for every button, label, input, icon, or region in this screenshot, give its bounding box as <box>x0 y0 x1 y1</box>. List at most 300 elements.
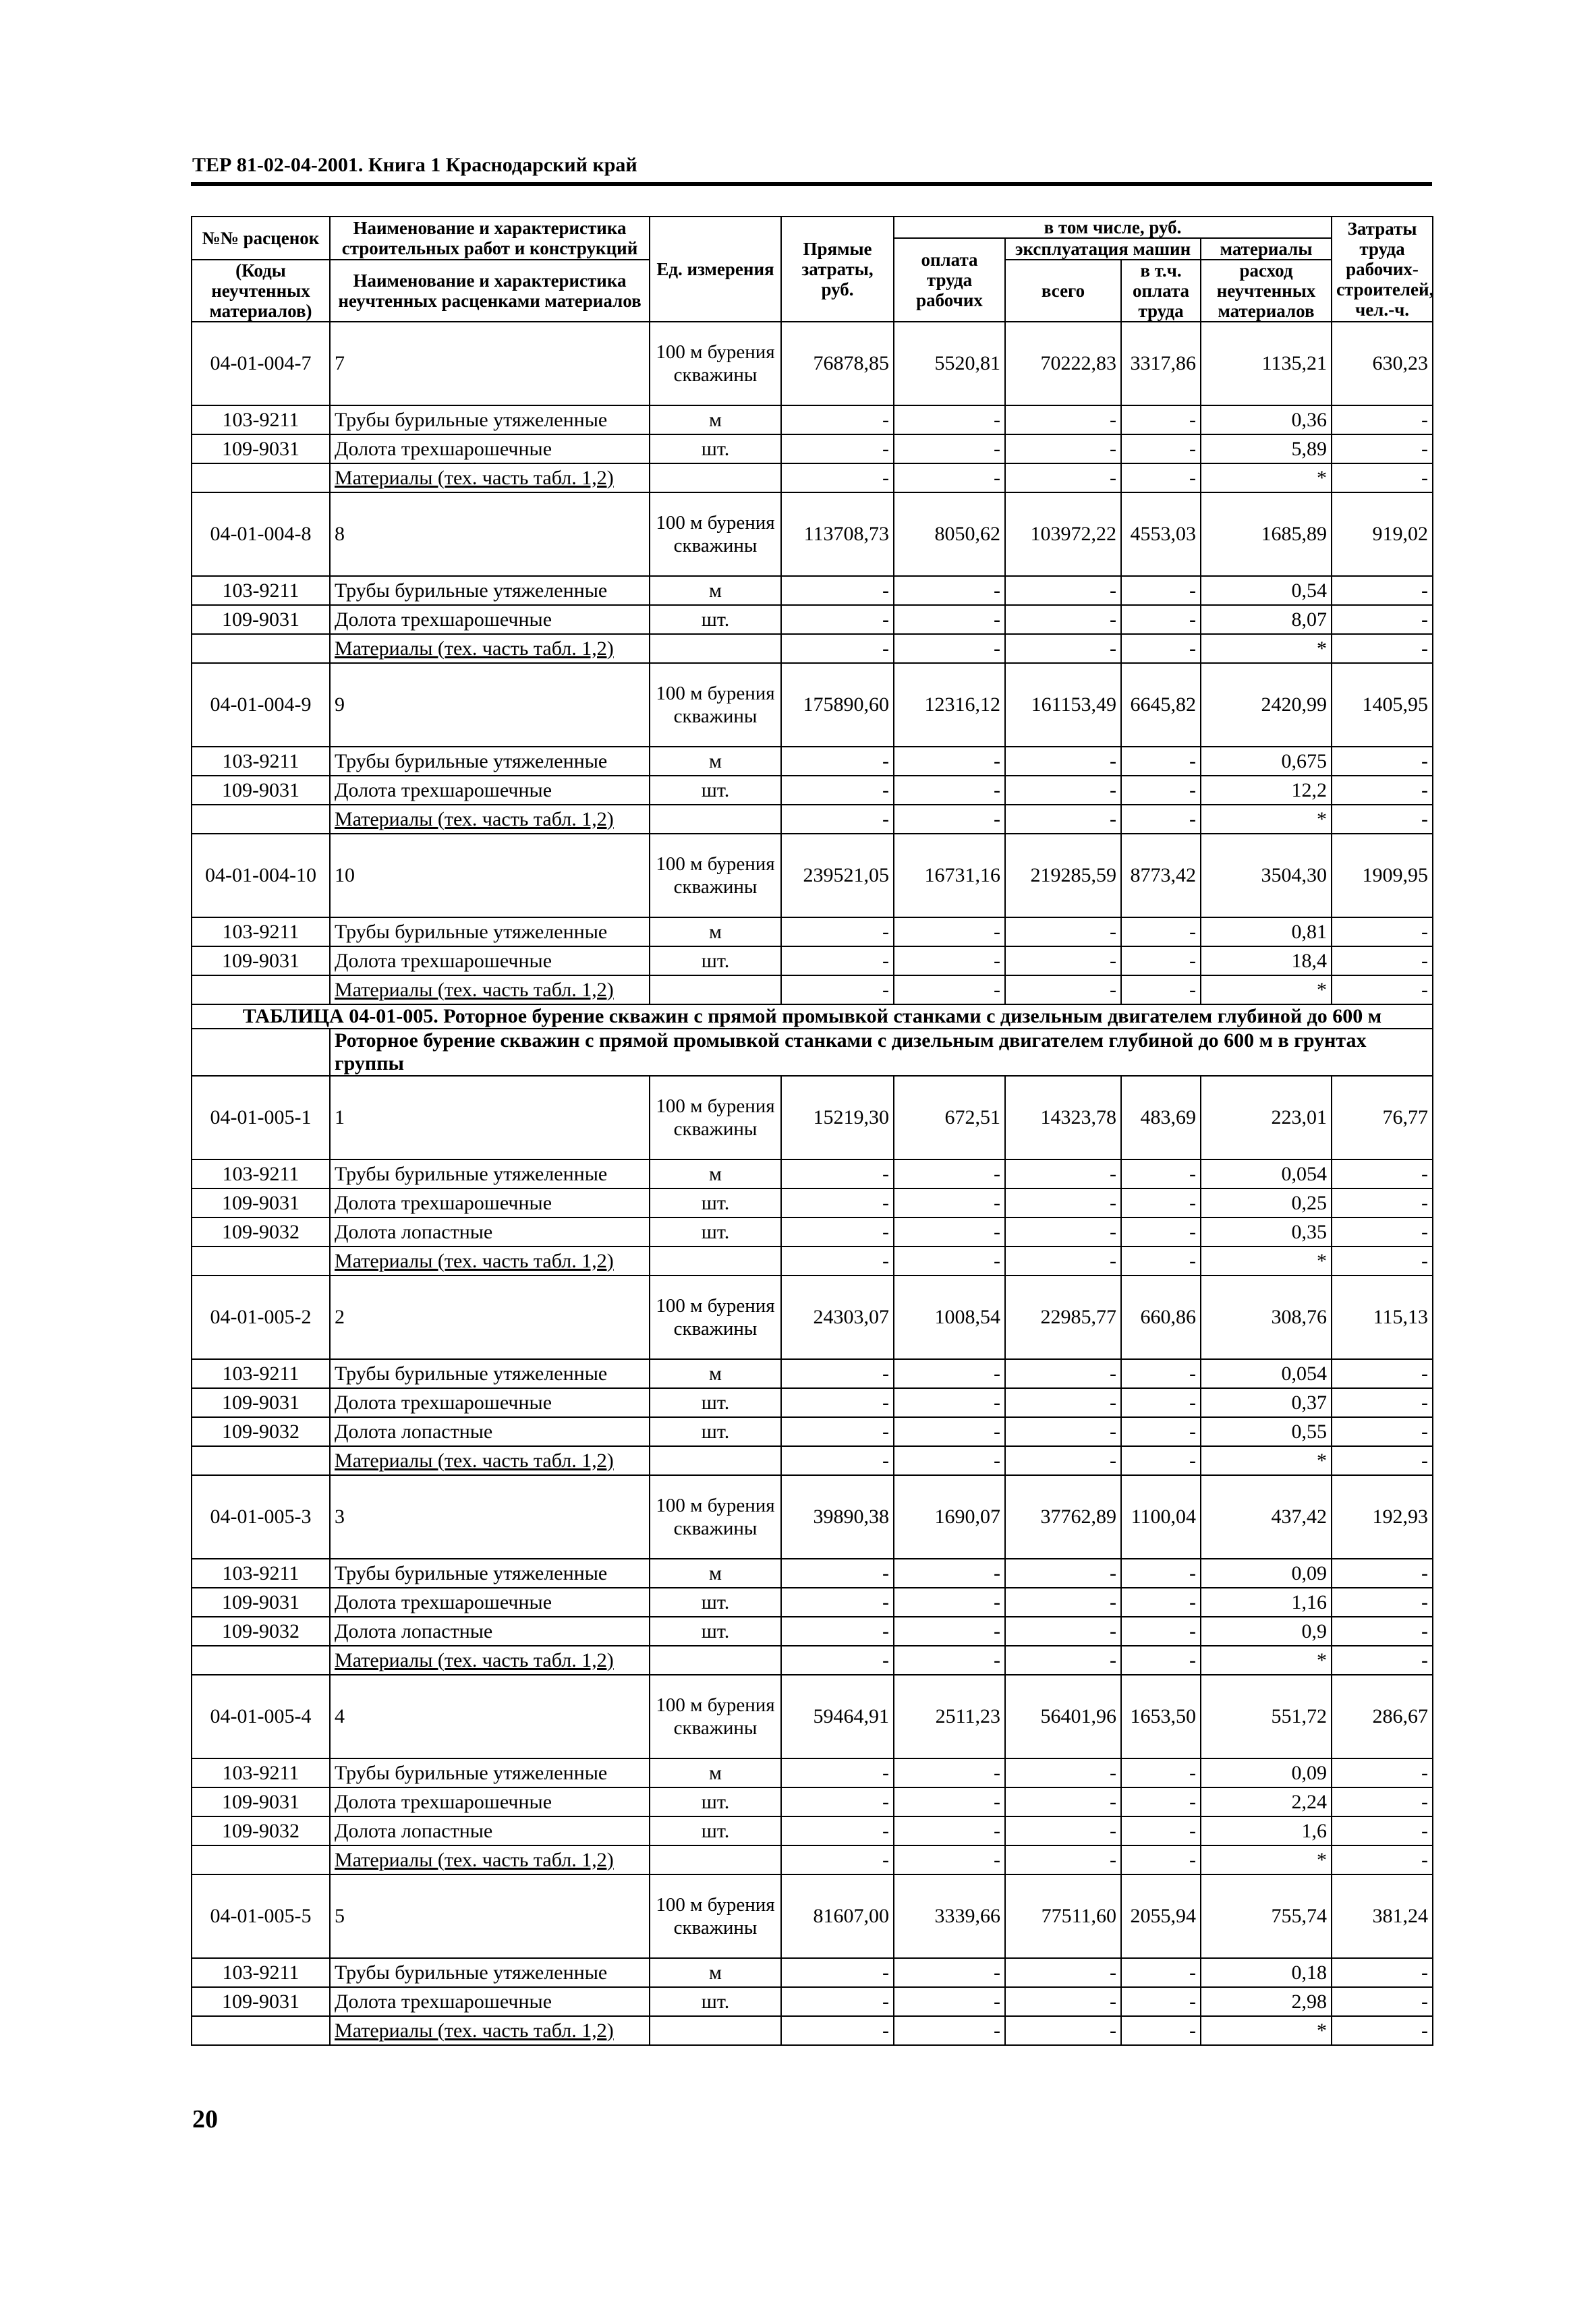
material-machines: - <box>1005 405 1121 434</box>
material-quantity: * <box>1201 975 1332 1004</box>
material-quantity: 2,98 <box>1201 1987 1332 2016</box>
material-row <box>192 1588 1433 1617</box>
material-row <box>192 434 1433 463</box>
material-machines-wages: - <box>1121 1217 1201 1247</box>
material-unit <box>650 1247 781 1276</box>
material-labor: - <box>1332 917 1433 946</box>
material-machines-wages: - <box>1121 434 1201 463</box>
material-wages: - <box>894 605 1005 634</box>
material-unit: шт. <box>650 1388 781 1417</box>
rate-unit: 100 м бурения скважины <box>650 1874 781 1958</box>
material-quantity: 5,89 <box>1201 434 1332 463</box>
rate-wages: 16731,16 <box>894 834 1005 917</box>
material-machines-wages: - <box>1121 946 1201 975</box>
material-unit: шт. <box>650 1617 781 1646</box>
material-direct: - <box>781 946 894 975</box>
table-row <box>192 1475 1433 1559</box>
rate-unit: 100 м бурения скважины <box>650 834 781 917</box>
material-row <box>192 1217 1433 1247</box>
material-quantity: 0,54 <box>1201 576 1332 605</box>
material-direct: - <box>781 1188 894 1217</box>
table-row <box>192 492 1433 576</box>
material-quantity: * <box>1201 1247 1332 1276</box>
material-machines: - <box>1005 1816 1121 1845</box>
material-quantity: 2,24 <box>1201 1787 1332 1816</box>
material-direct: - <box>781 2016 894 2045</box>
material-code: 109-9031 <box>192 1987 330 2016</box>
material-quantity: * <box>1201 1646 1332 1675</box>
material-row <box>192 747 1433 776</box>
rate-code: 04-01-005-1 <box>192 1076 330 1159</box>
material-wages: - <box>894 1388 1005 1417</box>
rate-labor: 919,02 <box>1332 492 1433 576</box>
rate-machines-wages: 4553,03 <box>1121 492 1201 576</box>
rate-labor: 286,67 <box>1332 1675 1433 1758</box>
rate-machines: 77511,60 <box>1005 1874 1121 1958</box>
material-direct: - <box>781 1388 894 1417</box>
table-row <box>192 1076 1433 1159</box>
material-machines-wages: - <box>1121 805 1201 834</box>
material-name: Трубы бурильные утяжеленные <box>330 1159 650 1188</box>
material-machines: - <box>1005 805 1121 834</box>
material-name: Материалы (тех. часть табл. 1,2) <box>330 2016 650 2045</box>
material-quantity: 0,25 <box>1201 1188 1332 1217</box>
material-machines: - <box>1005 1646 1121 1675</box>
material-labor: - <box>1332 1617 1433 1646</box>
material-machines-wages: - <box>1121 1159 1201 1188</box>
material-labor: - <box>1332 434 1433 463</box>
material-quantity: * <box>1201 2016 1332 2045</box>
material-row <box>192 805 1433 834</box>
material-machines: - <box>1005 1388 1121 1417</box>
col-materials-unaccounted: расход неучтенных материалов <box>1201 260 1332 322</box>
material-machines: - <box>1005 917 1121 946</box>
material-machines-wages: - <box>1121 1958 1201 1987</box>
material-row <box>192 2016 1433 2045</box>
material-quantity: * <box>1201 463 1332 492</box>
page-number: 20 <box>192 2105 218 2133</box>
material-machines: - <box>1005 776 1121 805</box>
rate-wages: 3339,66 <box>894 1874 1005 1958</box>
material-wages: - <box>894 776 1005 805</box>
material-unit: шт. <box>650 1816 781 1845</box>
material-direct: - <box>781 805 894 834</box>
material-direct: - <box>781 405 894 434</box>
material-direct: - <box>781 1646 894 1675</box>
material-code: 109-9032 <box>192 1617 330 1646</box>
material-wages: - <box>894 1787 1005 1816</box>
material-name: Материалы (тех. часть табл. 1,2) <box>330 463 650 492</box>
material-labor: - <box>1332 1388 1433 1417</box>
rate-machines-wages: 1100,04 <box>1121 1475 1201 1559</box>
rate-labor: 1405,95 <box>1332 663 1433 747</box>
material-machines-wages: - <box>1121 634 1201 663</box>
material-wages: - <box>894 1217 1005 1247</box>
material-quantity: 18,4 <box>1201 946 1332 975</box>
page-header: ТЕР 81-02-04-2001. Книга 1 Краснодарский край <box>192 154 637 176</box>
rate-name: 8 <box>330 492 650 576</box>
material-name: Трубы бурильные утяжеленные <box>330 405 650 434</box>
rate-labor: 1909,95 <box>1332 834 1433 917</box>
material-machines: - <box>1005 1188 1121 1217</box>
material-unit <box>650 1845 781 1874</box>
material-unit: м <box>650 1559 781 1588</box>
material-wages: - <box>894 1617 1005 1646</box>
material-machines-wages: - <box>1121 975 1201 1004</box>
table-row <box>192 1874 1433 1958</box>
material-code: 103-9211 <box>192 917 330 946</box>
material-wages: - <box>894 434 1005 463</box>
material-unit: шт. <box>650 946 781 975</box>
material-name: Трубы бурильные утяжеленные <box>330 1958 650 1987</box>
material-machines: - <box>1005 1845 1121 1874</box>
material-unit: шт. <box>650 1987 781 2016</box>
material-machines-wages: - <box>1121 1188 1201 1217</box>
rate-direct: 81607,00 <box>781 1874 894 1958</box>
material-name: Долота трехшарошечные <box>330 1188 650 1217</box>
material-unit: шт. <box>650 434 781 463</box>
material-code: 109-9031 <box>192 946 330 975</box>
material-machines: - <box>1005 1247 1121 1276</box>
material-direct: - <box>781 1359 894 1388</box>
rate-unit: 100 м бурения скважины <box>650 663 781 747</box>
material-quantity: 0,054 <box>1201 1359 1332 1388</box>
material-machines: - <box>1005 1159 1121 1188</box>
rate-direct: 239521,05 <box>781 834 894 917</box>
material-labor: - <box>1332 1559 1433 1588</box>
material-quantity: 0,054 <box>1201 1159 1332 1188</box>
material-code: 103-9211 <box>192 1758 330 1787</box>
material-wages: - <box>894 1845 1005 1874</box>
material-name: Материалы (тех. часть табл. 1,2) <box>330 975 650 1004</box>
rate-wages: 2511,23 <box>894 1675 1005 1758</box>
material-row <box>192 1388 1433 1417</box>
material-row <box>192 776 1433 805</box>
rate-machines: 22985,77 <box>1005 1276 1121 1359</box>
material-machines-wages: - <box>1121 1816 1201 1845</box>
material-code: 103-9211 <box>192 1958 330 1987</box>
material-name: Трубы бурильные утяжеленные <box>330 747 650 776</box>
col-materials: материалы <box>1201 238 1332 260</box>
material-machines: - <box>1005 1446 1121 1475</box>
material-code: 109-9031 <box>192 1388 330 1417</box>
material-unit: м <box>650 1958 781 1987</box>
material-name: Материалы (тех. часть табл. 1,2) <box>330 1446 650 1475</box>
rate-wages: 5520,81 <box>894 322 1005 405</box>
material-machines-wages: - <box>1121 1588 1201 1617</box>
table-header <box>192 217 1433 322</box>
rate-unit: 100 м бурения скважины <box>650 1276 781 1359</box>
material-row <box>192 1617 1433 1646</box>
material-labor: - <box>1332 634 1433 663</box>
material-machines-wages: - <box>1121 1388 1201 1417</box>
material-machines: - <box>1005 1987 1121 2016</box>
material-row <box>192 1247 1433 1276</box>
material-machines-wages: - <box>1121 576 1201 605</box>
material-machines: - <box>1005 1217 1121 1247</box>
material-unit: м <box>650 405 781 434</box>
material-code: 109-9032 <box>192 1217 330 1247</box>
rate-name: 7 <box>330 322 650 405</box>
material-unit: шт. <box>650 1217 781 1247</box>
material-labor: - <box>1332 805 1433 834</box>
material-code <box>192 2016 330 2045</box>
material-labor: - <box>1332 946 1433 975</box>
material-direct: - <box>781 434 894 463</box>
material-name: Долота трехшарошечные <box>330 776 650 805</box>
material-name: Долота лопастные <box>330 1816 650 1845</box>
col-name-top: Наименование и характеристика строительных работ и конструкций <box>330 217 650 260</box>
material-name: Долота лопастные <box>330 1217 650 1247</box>
material-labor: - <box>1332 1417 1433 1446</box>
rate-machines: 103972,22 <box>1005 492 1121 576</box>
material-machines-wages: - <box>1121 1787 1201 1816</box>
rate-code: 04-01-004-8 <box>192 492 330 576</box>
material-unit <box>650 634 781 663</box>
material-name: Долота лопастные <box>330 1617 650 1646</box>
material-direct: - <box>781 576 894 605</box>
rate-name: 5 <box>330 1874 650 1958</box>
material-wages: - <box>894 1446 1005 1475</box>
material-labor: - <box>1332 1646 1433 1675</box>
material-code <box>192 1646 330 1675</box>
material-machines: - <box>1005 1559 1121 1588</box>
material-name: Долота трехшарошечные <box>330 1588 650 1617</box>
material-machines: - <box>1005 1958 1121 1987</box>
material-labor: - <box>1332 1159 1433 1188</box>
material-unit <box>650 463 781 492</box>
rate-machines-wages: 6645,82 <box>1121 663 1201 747</box>
material-wages: - <box>894 1646 1005 1675</box>
table-row <box>192 1675 1433 1758</box>
rate-machines-wages: 1653,50 <box>1121 1675 1201 1758</box>
material-labor: - <box>1332 1247 1433 1276</box>
group-title-code-empty <box>192 1029 330 1076</box>
material-wages: - <box>894 405 1005 434</box>
material-code: 103-9211 <box>192 1559 330 1588</box>
material-code: 103-9211 <box>192 576 330 605</box>
header-rule <box>191 182 1432 186</box>
material-machines-wages: - <box>1121 1758 1201 1787</box>
rate-name: 4 <box>330 1675 650 1758</box>
rate-machines: 37762,89 <box>1005 1475 1121 1559</box>
rate-machines: 219285,59 <box>1005 834 1121 917</box>
material-machines-wages: - <box>1121 1987 1201 2016</box>
material-code: 109-9031 <box>192 1787 330 1816</box>
rate-name: 9 <box>330 663 650 747</box>
material-wages: - <box>894 1559 1005 1588</box>
material-row <box>192 1845 1433 1874</box>
material-machines: - <box>1005 747 1121 776</box>
material-code: 103-9211 <box>192 747 330 776</box>
material-quantity: 12,2 <box>1201 776 1332 805</box>
material-direct: - <box>781 1559 894 1588</box>
material-labor: - <box>1332 1217 1433 1247</box>
rate-code: 04-01-004-7 <box>192 322 330 405</box>
material-machines: - <box>1005 634 1121 663</box>
material-code: 109-9031 <box>192 776 330 805</box>
material-quantity: 0,675 <box>1201 747 1332 776</box>
material-labor: - <box>1332 405 1433 434</box>
material-labor: - <box>1332 747 1433 776</box>
material-row <box>192 917 1433 946</box>
rate-name: 3 <box>330 1475 650 1559</box>
material-quantity: * <box>1201 634 1332 663</box>
material-direct: - <box>781 747 894 776</box>
rate-code: 04-01-004-9 <box>192 663 330 747</box>
table-row <box>192 322 1433 405</box>
material-direct: - <box>781 1446 894 1475</box>
rate-machines: 161153,49 <box>1005 663 1121 747</box>
material-row <box>192 405 1433 434</box>
rate-direct: 76878,85 <box>781 322 894 405</box>
table-title: ТАБЛИЦА 04-01-005. Роторное бурение скважин с прямой промывкой станками с дизельным двигателем глубиной до 600 м <box>192 1004 1433 1029</box>
material-direct: - <box>781 1217 894 1247</box>
material-machines: - <box>1005 2016 1121 2045</box>
material-wages: - <box>894 576 1005 605</box>
rate-labor: 115,13 <box>1332 1276 1433 1359</box>
rate-unit: 100 м бурения скважины <box>650 1076 781 1159</box>
rate-name: 1 <box>330 1076 650 1159</box>
rate-code: 04-01-005-4 <box>192 1675 330 1758</box>
material-name: Долота трехшарошечные <box>330 1388 650 1417</box>
material-labor: - <box>1332 1359 1433 1388</box>
material-wages: - <box>894 1359 1005 1388</box>
material-wages: - <box>894 1188 1005 1217</box>
material-machines-wages: - <box>1121 917 1201 946</box>
material-unit: м <box>650 1359 781 1388</box>
material-machines: - <box>1005 1588 1121 1617</box>
table-body-005 <box>192 1076 1433 2045</box>
material-machines-wages: - <box>1121 747 1201 776</box>
rate-unit: 100 м бурения скважины <box>650 1675 781 1758</box>
rate-machines-wages: 3317,86 <box>1121 322 1201 405</box>
material-direct: - <box>781 1247 894 1276</box>
material-machines: - <box>1005 1787 1121 1816</box>
material-name: Долота трехшарошечные <box>330 1787 650 1816</box>
material-name: Трубы бурильные утяжеленные <box>330 1359 650 1388</box>
material-name: Долота трехшарошечные <box>330 434 650 463</box>
material-labor: - <box>1332 1446 1433 1475</box>
material-code <box>192 975 330 1004</box>
material-unit: м <box>650 747 781 776</box>
material-wages: - <box>894 2016 1005 2045</box>
material-quantity: 1,6 <box>1201 1816 1332 1845</box>
rate-wages: 8050,62 <box>894 492 1005 576</box>
material-name: Долота трехшарошечные <box>330 1987 650 2016</box>
material-code <box>192 463 330 492</box>
material-labor: - <box>1332 975 1433 1004</box>
material-wages: - <box>894 1247 1005 1276</box>
material-unit: шт. <box>650 1417 781 1446</box>
material-direct: - <box>781 1787 894 1816</box>
material-code <box>192 1446 330 1475</box>
material-machines-wages: - <box>1121 463 1201 492</box>
material-row <box>192 1446 1433 1475</box>
rates-table <box>191 216 1433 2046</box>
rate-wages: 672,51 <box>894 1076 1005 1159</box>
material-machines: - <box>1005 946 1121 975</box>
material-wages: - <box>894 1958 1005 1987</box>
material-direct: - <box>781 1816 894 1845</box>
material-wages: - <box>894 1588 1005 1617</box>
rate-direct: 15219,30 <box>781 1076 894 1159</box>
material-machines: - <box>1005 1758 1121 1787</box>
material-machines: - <box>1005 1359 1121 1388</box>
col-unit: Ед. измерения <box>650 217 781 322</box>
material-row <box>192 1987 1433 2016</box>
material-machines-wages: - <box>1121 1359 1201 1388</box>
material-row <box>192 1188 1433 1217</box>
rate-machines: 56401,96 <box>1005 1675 1121 1758</box>
rate-materials: 2420,99 <box>1201 663 1332 747</box>
material-direct: - <box>781 1417 894 1446</box>
table-body-004 <box>192 322 1433 1004</box>
material-code: 109-9032 <box>192 1417 330 1446</box>
rate-name: 10 <box>330 834 650 917</box>
rate-labor: 630,23 <box>1332 322 1433 405</box>
material-code <box>192 634 330 663</box>
material-unit: шт. <box>650 605 781 634</box>
material-direct: - <box>781 917 894 946</box>
rate-materials: 755,74 <box>1201 1874 1332 1958</box>
material-quantity: 8,07 <box>1201 605 1332 634</box>
material-wages: - <box>894 463 1005 492</box>
material-name: Трубы бурильные утяжеленные <box>330 576 650 605</box>
material-code <box>192 1247 330 1276</box>
rate-machines: 14323,78 <box>1005 1076 1121 1159</box>
material-direct: - <box>781 1958 894 1987</box>
material-labor: - <box>1332 1758 1433 1787</box>
rate-direct: 59464,91 <box>781 1675 894 1758</box>
material-wages: - <box>894 1758 1005 1787</box>
material-machines-wages: - <box>1121 1446 1201 1475</box>
material-machines-wages: - <box>1121 605 1201 634</box>
material-quantity: 0,09 <box>1201 1559 1332 1588</box>
col-wages: оплата труда рабочих <box>894 238 1005 322</box>
material-machines: - <box>1005 975 1121 1004</box>
rate-wages: 12316,12 <box>894 663 1005 747</box>
material-machines: - <box>1005 463 1121 492</box>
material-machines: - <box>1005 434 1121 463</box>
material-unit: шт. <box>650 1588 781 1617</box>
material-labor: - <box>1332 1845 1433 1874</box>
rate-materials: 437,42 <box>1201 1475 1332 1559</box>
material-quantity: 0,36 <box>1201 405 1332 434</box>
material-wages: - <box>894 1987 1005 2016</box>
rate-machines-wages: 8773,42 <box>1121 834 1201 917</box>
material-unit <box>650 1646 781 1675</box>
material-wages: - <box>894 1417 1005 1446</box>
group-title: Роторное бурение скважин с прямой промывкой станками с дизельным двигателем глубиной до 600 м в грунтах группы <box>330 1029 1433 1076</box>
material-wages: - <box>894 1816 1005 1845</box>
table-title-section <box>192 1004 1433 1076</box>
material-name: Трубы бурильные утяжеленные <box>330 1758 650 1787</box>
rate-direct: 113708,73 <box>781 492 894 576</box>
material-machines-wages: - <box>1121 405 1201 434</box>
material-code: 109-9031 <box>192 605 330 634</box>
rate-materials: 223,01 <box>1201 1076 1332 1159</box>
material-wages: - <box>894 1159 1005 1188</box>
material-quantity: * <box>1201 1845 1332 1874</box>
rate-unit: 100 м бурения скважины <box>650 322 781 405</box>
rate-name: 2 <box>330 1276 650 1359</box>
material-wages: - <box>894 975 1005 1004</box>
material-quantity: 0,55 <box>1201 1417 1332 1446</box>
material-name: Материалы (тех. часть табл. 1,2) <box>330 1247 650 1276</box>
col-including: в том числе, руб. <box>894 217 1332 238</box>
material-quantity: 0,81 <box>1201 917 1332 946</box>
